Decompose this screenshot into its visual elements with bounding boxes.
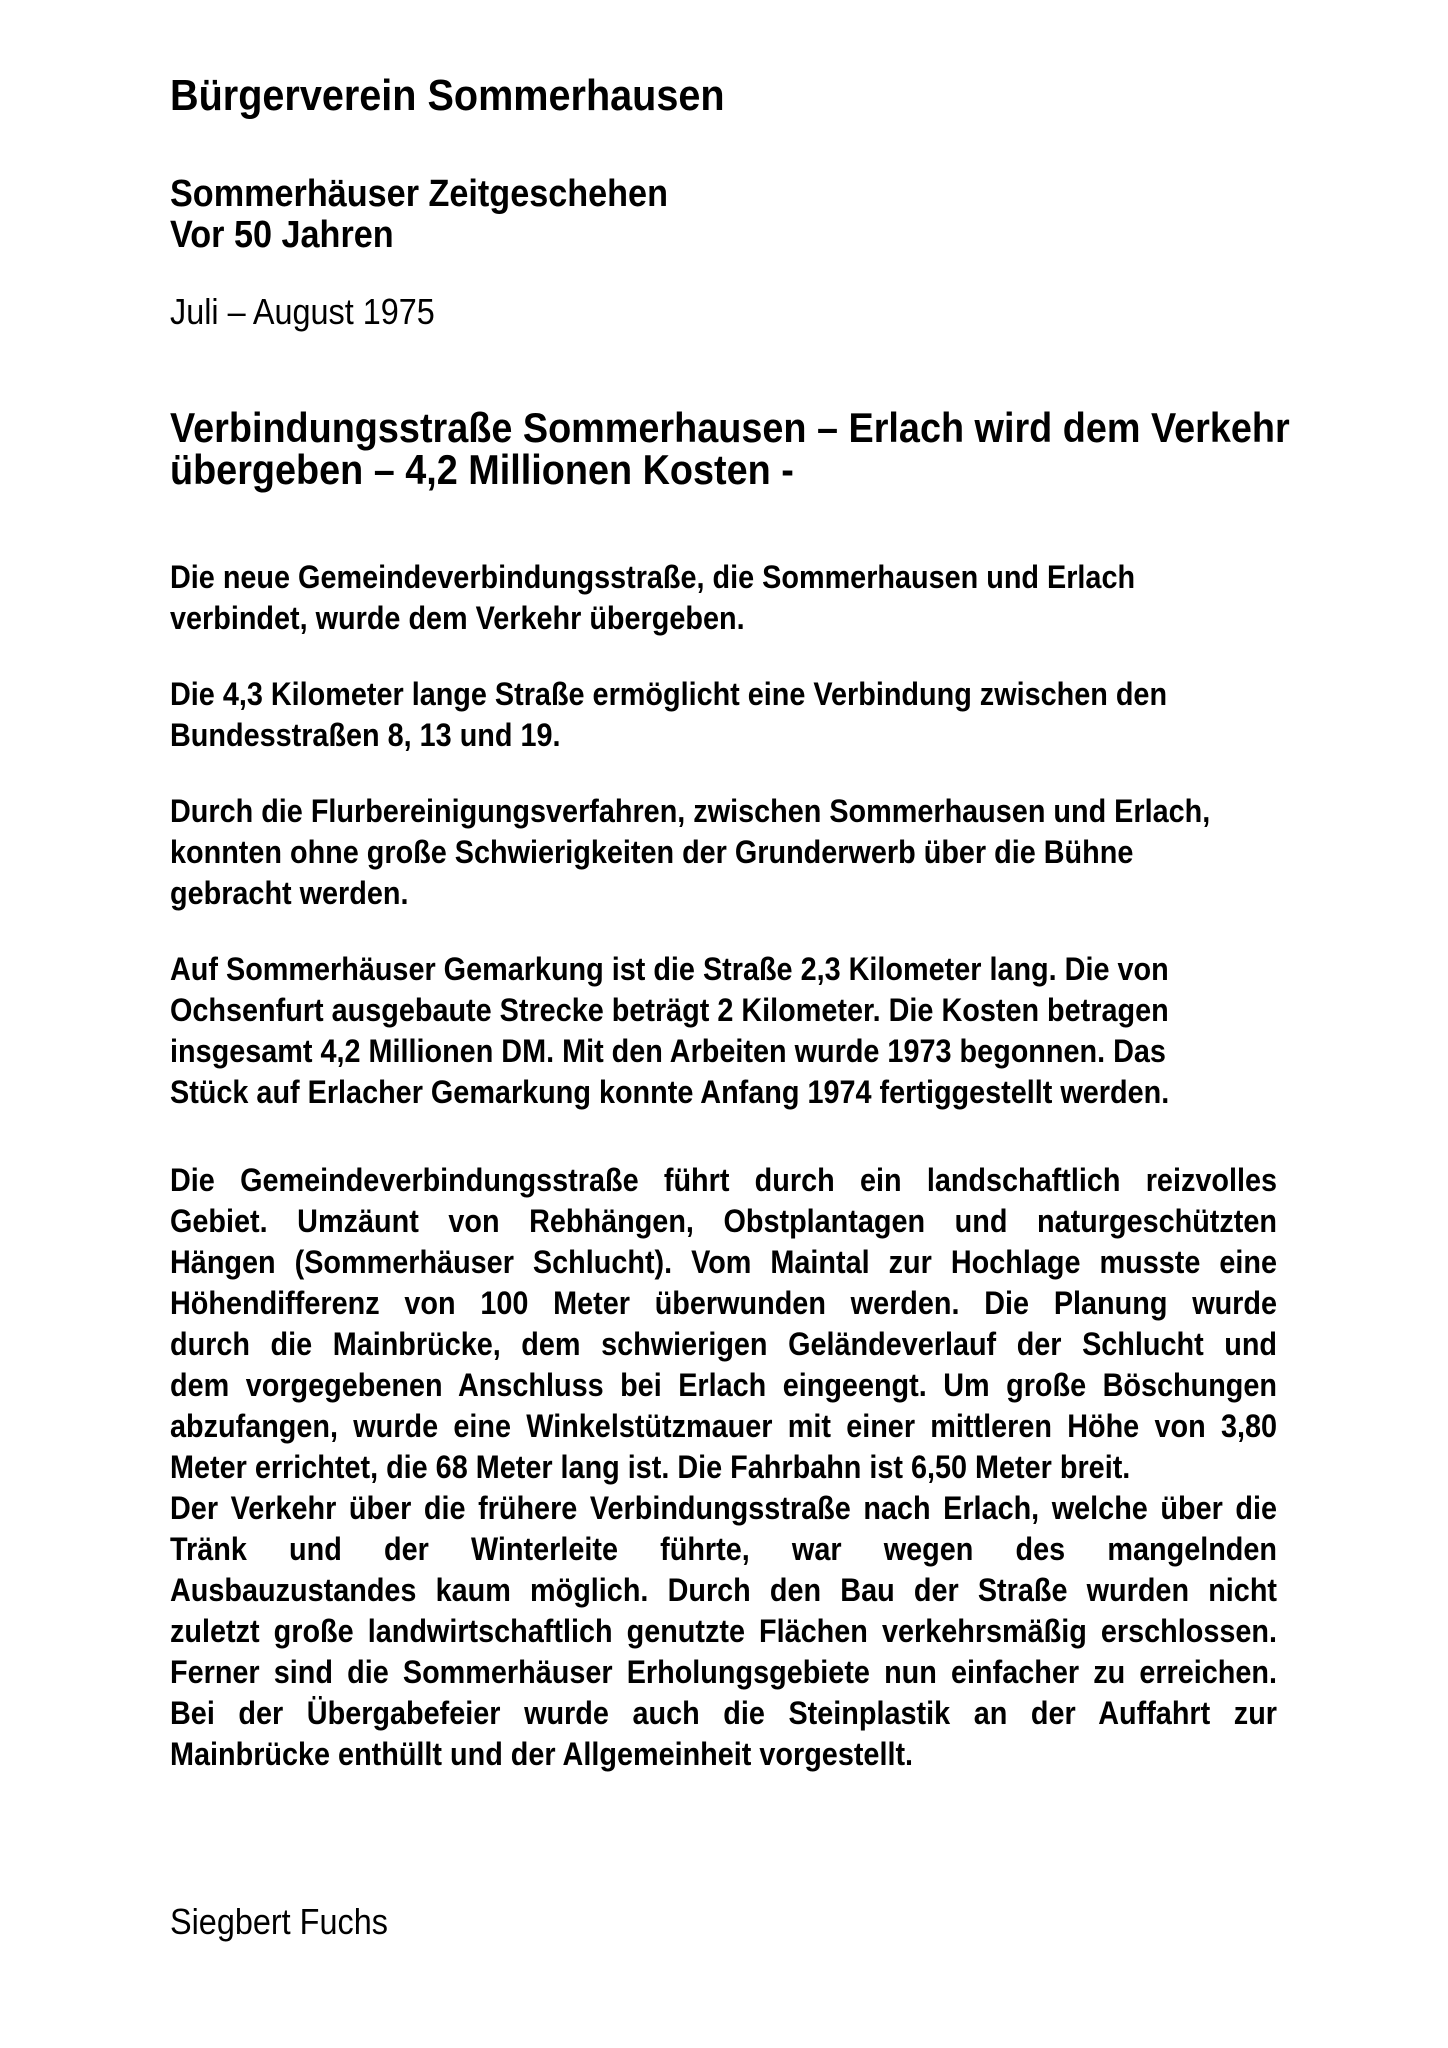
paragraph-3-line-2: konnten ohne große Schwierigkeiten der Grunderwerb über die Bühne [170,834,1134,870]
paragraph-5-line-14: Bei der Übergabefeier wurde auch die Steinplastik an der Auffahrt zur [170,1695,1277,1731]
paragraph-1-line-2: verbindet, wurde dem Verkehr übergeben. [170,600,745,636]
paragraph-3 [170,791,1277,914]
doc-subtitle-line-2: Vor 50 Jahren [170,214,394,256]
paragraph-1-line-1: Die neue Gemeindeverbindungsstraße, die Sommerhausen und Erlach [170,559,1136,595]
doc-subtitle-line-1: Sommerhäuser Zeitgeschehen [170,173,668,215]
document-content [170,71,1290,1942]
article-heading-line-2: übergeben – 4,2 Millionen Kosten - [170,446,794,493]
paragraph-2 [170,674,1277,756]
paragraph-5-line-10: Tränk und der Winterleite führte, war wegen des mangelnden [170,1531,1277,1567]
date-line [170,291,1277,332]
paragraph-5-line-3: Hängen (Sommerhäuser Schlucht). Vom Maintal zur Hochlage musste eine [170,1244,1277,1280]
paragraph-4-line-2: Ochsenfurt ausgebaute Strecke beträgt 2 Kilometer. Die Kosten betragen [170,992,1169,1028]
paragraph-3-line-3: gebracht werden. [170,875,409,911]
paragraph-5-line-13: Ferner sind die Sommerhäuser Erholungsgebiete nun einfacher zu erreichen. [170,1654,1277,1690]
article-heading [170,404,1290,493]
paragraph-4-line-1: Auf Sommerhäuser Gemarkung ist die Straße 2,3 Kilometer lang. Die von [170,951,1169,987]
paragraph-4-line-4: Stück auf Erlacher Gemarkung konnte Anfang 1974 fertiggestellt werden. [170,1074,1170,1110]
signature-line-1: Siegbert Fuchs [170,1901,388,1942]
doc-title [170,72,1277,120]
paragraph-3-line-1: Durch die Flurbereinigungsverfahren, zwischen Sommerhausen und Erlach, [170,793,1211,829]
paragraph-1 [170,557,1277,639]
signature [170,1901,1277,1942]
paragraph-5-line-8: Meter errichtet, die 68 Meter lang ist. Die Fahrbahn ist 6,50 Meter breit. [170,1449,1131,1485]
paragraph-5-line-15: Mainbrücke enthüllt und der Allgemeinheit vorgestellt. [170,1736,914,1772]
paragraph-5-line-11: Ausbauzustandes kaum möglich. Durch den Bau der Straße wurden nicht [170,1572,1277,1608]
paragraph-5-line-2: Gebiet. Umzäunt von Rebhängen, Obstplantagen und naturgeschützten [170,1203,1277,1239]
article-heading-line-1: Verbindungsstraße Sommerhausen – Erlach wird dem Verkehr [170,404,1290,451]
paragraph-5-line-1: Die Gemeindeverbindungsstraße führt durch ein landschaftlich reizvolles [170,1162,1277,1198]
paragraph-5-line-5: durch die Mainbrücke, dem schwierigen Geländeverlauf der Schlucht und [170,1326,1277,1362]
paragraph-4-line-3: insgesamt 4,2 Millionen DM. Mit den Arbeiten wurde 1973 begonnen. Das [170,1033,1166,1069]
date-line-line-1: Juli – August 1975 [170,291,435,332]
paragraph-2-line-2: Bundesstraßen 8, 13 und 19. [170,717,561,753]
paragraph-5-line-6: dem vorgegebenen Anschluss bei Erlach eingeengt. Um große Böschungen [170,1367,1277,1403]
paragraph-5-line-7: abzufangen, wurde eine Winkelstützmauer mit einer mittleren Höhe von 3,80 [170,1408,1277,1444]
paragraph-5-line-4: Höhendifferenz von 100 Meter überwunden werden. Die Planung wurde [170,1285,1277,1321]
paragraph-5-line-9: Der Verkehr über die frühere Verbindungsstraße nach Erlach, welche über die [170,1490,1277,1526]
doc-subtitle [170,174,1277,256]
paragraph-5 [170,1160,1277,1775]
paragraph-4 [170,949,1277,1113]
paragraph-2-line-1: Die 4,3 Kilometer lange Straße ermöglicht eine Verbindung zwischen den [170,676,1168,712]
paragraph-5-line-12: zuletzt große landwirtschaftlich genutzte Flächen verkehrsmäßig erschlossen. [170,1613,1277,1649]
doc-title-line-1: Bürgerverein Sommerhausen [170,71,725,120]
